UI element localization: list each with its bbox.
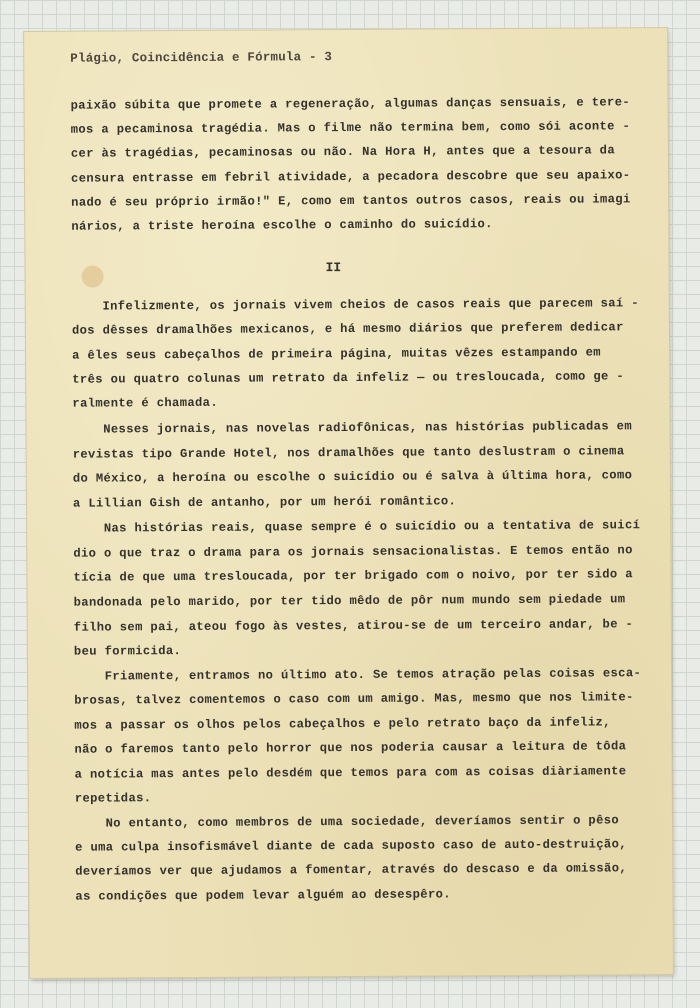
section-heading: II — [325, 260, 342, 276]
text-line: No entanto, como membros de uma sociedade, deveríamos sentir o pêso — [74, 813, 620, 831]
text-line: a notícia mas antes pelo desdém que temos para com as coisas diàriamente — [74, 764, 627, 782]
text-line: Friamente, entramos no último ato. Se temos atração pelas coisas esca- — [74, 666, 642, 684]
text-line: dio o que traz o drama para os jornais sensacionalistas. E temos então no — [73, 543, 633, 561]
text-line: bandonada pelo marido, por ter tido mêdo de pôr num mundo sem piedade um — [73, 592, 626, 610]
text-line: Nesses jornais, nas novelas radiofônicas, nas histórias publicadas em — [72, 419, 633, 437]
text-line: deveríamos ver que ajudamos a fomentar, através do descaso e da omissão, — [75, 861, 628, 879]
text-line: paixão súbita que promete a regeneração, algumas danças sensuais, e tere- — [70, 95, 631, 113]
text-line: a Lillian Gish de antanho, por um herói romântico. — [72, 494, 457, 511]
text-line: Infelizmente, os jornais vivem cheios de casos reais que parecem saí - — [71, 296, 639, 314]
text-line: mos a pecaminosa tragédia. Mas o filme não termina bem, como sói aconte - — [70, 119, 631, 137]
text-line: nado é seu próprio irmão!" E, como em tantos outros casos, reais ou imagi — [71, 192, 631, 210]
text-line: repetidas. — [74, 791, 152, 806]
text-line: tícia de que uma tresloucada, por ter brigado com o noivo, por ter sido a — [73, 567, 633, 585]
text-line: Nas histórias reais, quase sempre é o suicídio ou a tentativa de suicí — [73, 518, 641, 536]
typewritten-page — [24, 28, 673, 978]
page-header: Plágio, Coincidência e Fórmula - 3 — [70, 50, 333, 66]
text-line: as condições que podem levar alguém ao desespêro. — [75, 887, 451, 904]
text-line: filho sem pai, ateou fogo às vestes, atirou-se de um terceiro andar, be - — [73, 617, 634, 635]
text-line: censura entrasse em febril atividade, a pecadora descobre que seu apaixo- — [70, 168, 631, 186]
text-line: do México, a heroína ou escolhe o suicídio ou é salva à última hora, como — [72, 468, 633, 486]
text-line: revistas tipo Grande Hotel, nos dramalhões que tanto deslustram o cinema — [72, 444, 625, 462]
text-line: mos a passar os olhos pelos cabeçalhos e pelo retrato baço da infeliz, — [74, 715, 611, 733]
text-line: três ou quatro colunas um retrato da infeliz — ou tresloucada, como ge - — [72, 369, 625, 387]
text-line: ralmente é chamada. — [72, 395, 219, 411]
body-text — [70, 28, 642, 977]
text-line: dos dêsses dramalhões mexicanos, e há mesmo diários que preferem dedicar — [71, 320, 624, 338]
text-line: não o faremos tanto pelo horror que nos poderia causar a leitura de tôda — [74, 739, 627, 757]
text-line: e uma culpa insofismável diante de cada suposto caso de auto-destruição, — [75, 837, 627, 855]
text-line: nários, a triste heroína escolhe o caminho do suicídio. — [71, 217, 493, 234]
text-line: beu formicida. — [73, 644, 182, 659]
text-line: a êles seus cabeçalhos de primeira página, muitas vêzes estampando em — [72, 345, 601, 363]
text-line: brosas, talvez comentemos o caso com um amigo. Mas, mesmo que nos limite- — [74, 690, 634, 708]
text-line: cer às tragédias, pecaminosas ou não. Na Hora H, antes que a tesoura da — [70, 143, 616, 161]
